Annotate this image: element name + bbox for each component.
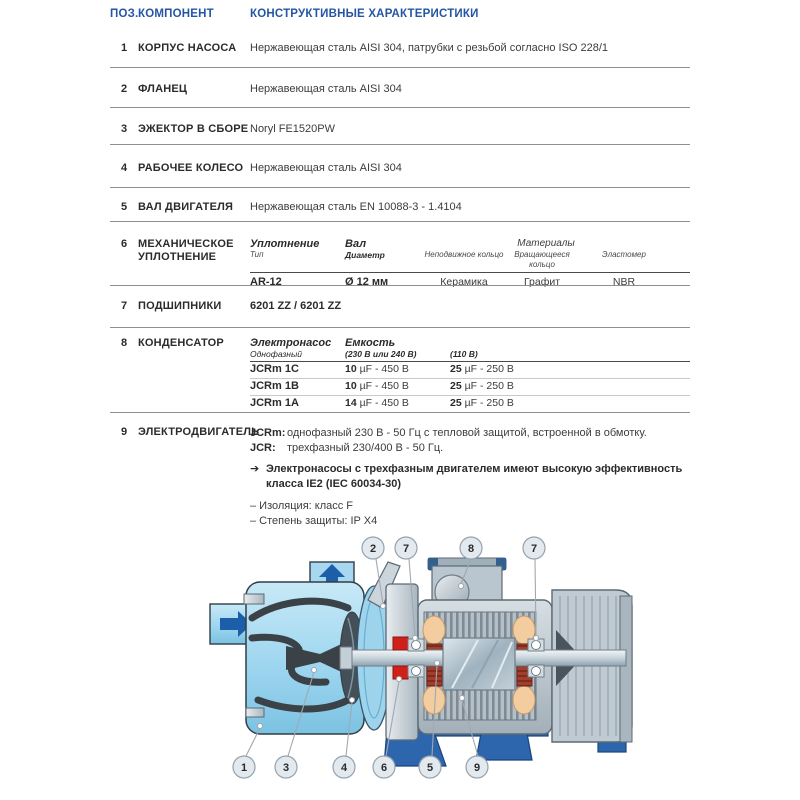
callout-flange (362, 537, 384, 559)
row-component: ФЛАНЕЦ (138, 83, 188, 95)
callout-shaft (419, 756, 441, 778)
row-characteristics: Нержавеющая сталь AISI 304 (250, 83, 402, 95)
header-component: КОМПОНЕНТ (138, 8, 214, 20)
row-pos: 7 (120, 300, 128, 312)
table-row (110, 162, 690, 175)
row-pos: 9 (120, 426, 128, 438)
capacitor-row: JCRm 1C 10 µF - 450 В 25 µF - 250 В (250, 362, 690, 379)
callout-capacitor (460, 537, 482, 559)
row-characteristics: 6201 ZZ / 6201 ZZ (250, 300, 342, 312)
note-text: Электронасосы с трехфазным двигателем имеют высокую эффективность класса IE2 (IEC 60034-30) (266, 463, 683, 490)
row-separator (110, 221, 690, 222)
material-value: Керамика (440, 276, 488, 288)
pump-model: JCRm 1C (250, 363, 299, 375)
header-pos: ПОЗ. (110, 8, 139, 20)
row-characteristics: Нержавеющая сталь AISI 304 (250, 162, 402, 174)
row-separator (110, 412, 690, 413)
pump-model: JCRm 1B (250, 380, 299, 392)
svg-text:5: 5 (426, 762, 434, 774)
materials-title: Материалы (517, 238, 575, 249)
drain-plug (246, 708, 264, 717)
callout-motor (466, 756, 488, 778)
cap-col-pump-sub: Однофазный (250, 349, 302, 359)
svg-text:1: 1 (240, 762, 248, 774)
row-component: МЕХАНИЧЕСКОЕ УПЛОТНЕНИЕ (138, 238, 234, 263)
impeller-nut (340, 647, 352, 669)
insulation-class: – Изоляция: класс F (250, 500, 354, 512)
motor-model-label: JCRm: (250, 427, 286, 439)
seal-type-value: AR-12 (250, 276, 282, 288)
row-component: ЭЛЕКТРОДВИГАТЕЛЬ (138, 426, 260, 438)
header-characteristics: КОНСТРУКТИВНЫЕ ХАРАКТЕРИСТИКИ (250, 8, 479, 20)
table-row (110, 201, 690, 214)
table-row-motor (110, 426, 690, 529)
callout-pump-body (233, 756, 255, 778)
svg-text:7: 7 (530, 543, 538, 555)
capacitor-row: JCRm 1A 14 µF - 450 В 25 µF - 250 В (250, 397, 514, 409)
material-label: Неподвижное кольцо (424, 250, 504, 259)
protection-class: – Степень защиты: IP X4 (250, 515, 378, 527)
table-row (110, 300, 690, 313)
table-header (110, 8, 690, 20)
row-characteristics: Noryl FE1520PW (250, 123, 335, 135)
table-row (110, 83, 690, 96)
cap-col-capacity-sub2: (110 В) (450, 349, 478, 359)
seal-subtable (250, 238, 690, 289)
capacitor-subtable (250, 337, 690, 412)
row-component: РАБОЧЕЕ КОЛЕСО (138, 162, 244, 174)
row-characteristics: Нержавеющая сталь EN 10088-3 - 1.4104 (250, 201, 462, 213)
row-pos: 6 (120, 238, 128, 250)
table-row (110, 42, 690, 55)
row-pos: 5 (120, 201, 128, 213)
table-row-mechanical-seal (110, 238, 690, 289)
callout-bearing-front (395, 537, 417, 559)
row-separator (110, 327, 690, 328)
row-separator (110, 107, 690, 108)
row-pos: 2 (120, 83, 128, 95)
row-characteristics: Нержавеющая сталь AISI 304, патрубки с резьбой согласно ISO 228/1 (250, 42, 609, 54)
svg-text:9: 9 (473, 762, 481, 774)
winding-end-turn (513, 686, 535, 714)
callout-mechanical-seal (373, 756, 395, 778)
table-row (110, 123, 690, 136)
material-label: Эластомер (602, 250, 646, 259)
shaft-diameter-value: Ø 12 мм (345, 276, 389, 288)
fan-end-cap (620, 596, 632, 742)
row-component: ВАЛ ДВИГАТЕЛЯ (138, 201, 234, 213)
svg-text:4: 4 (340, 762, 348, 774)
seal-col-sub: Тип (250, 250, 264, 259)
motor-model-text: трехфазный 230/400 В - 50 Гц. (287, 442, 444, 454)
callout-ejector (275, 756, 297, 778)
material-value: NBR (612, 276, 636, 288)
pump-cutaway-diagram (0, 530, 800, 800)
motor-model-label: JCR: (250, 442, 276, 454)
svg-text:6: 6 (380, 762, 388, 774)
winding-end-turn (423, 616, 445, 644)
row-separator (110, 144, 690, 145)
capacitor-row: JCRm 1B 10 µF - 450 В 25 µF - 250 В (250, 379, 690, 396)
callout-bearing-rear (523, 537, 545, 559)
row-pos: 4 (120, 162, 128, 174)
row-component: ЭЖЕКТОР В СБОРЕ (138, 123, 249, 135)
cap-col-capacity-sub: (230 В или 240 В) (345, 349, 417, 359)
svg-text:3: 3 (282, 762, 290, 774)
shaft-col-title: Вал (345, 238, 367, 250)
callout-impeller (333, 756, 355, 778)
row-separator (110, 67, 690, 68)
svg-text:7: 7 (402, 543, 410, 555)
svg-text:2: 2 (369, 543, 377, 555)
motor-details (250, 426, 690, 529)
seal-col-title: Уплотнение (250, 238, 320, 250)
row-pos: 8 (120, 337, 128, 349)
row-pos: 3 (120, 123, 128, 135)
table-row-capacitor (110, 337, 690, 412)
priming-plug (244, 594, 264, 604)
efficiency-note (250, 462, 690, 492)
cap-col-pump: Электронасос (250, 337, 332, 349)
motor-model-text: однофазный 230 В - 50 Гц с тепловой защитой, встроенной в обмотку. (287, 427, 647, 439)
note-arrow-icon: ➔ (250, 463, 260, 475)
pump-model: JCRm 1A (250, 397, 299, 409)
cap-col-capacity: Емкость (345, 337, 396, 349)
row-component: КОРПУС НАСОСА (138, 42, 237, 54)
material-label: Вращающееся кольцо (514, 250, 570, 269)
row-component: ПОДШИПНИКИ (138, 300, 222, 312)
row-separator (110, 285, 690, 286)
svg-text:8: 8 (467, 543, 475, 555)
row-separator (110, 187, 690, 188)
rotor (443, 638, 515, 690)
row-component: КОНДЕНСАТОР (138, 337, 224, 349)
row-pos: 1 (120, 42, 128, 54)
shaft-col-sub: Диаметр (345, 250, 385, 260)
material-value: Графит (523, 276, 561, 288)
